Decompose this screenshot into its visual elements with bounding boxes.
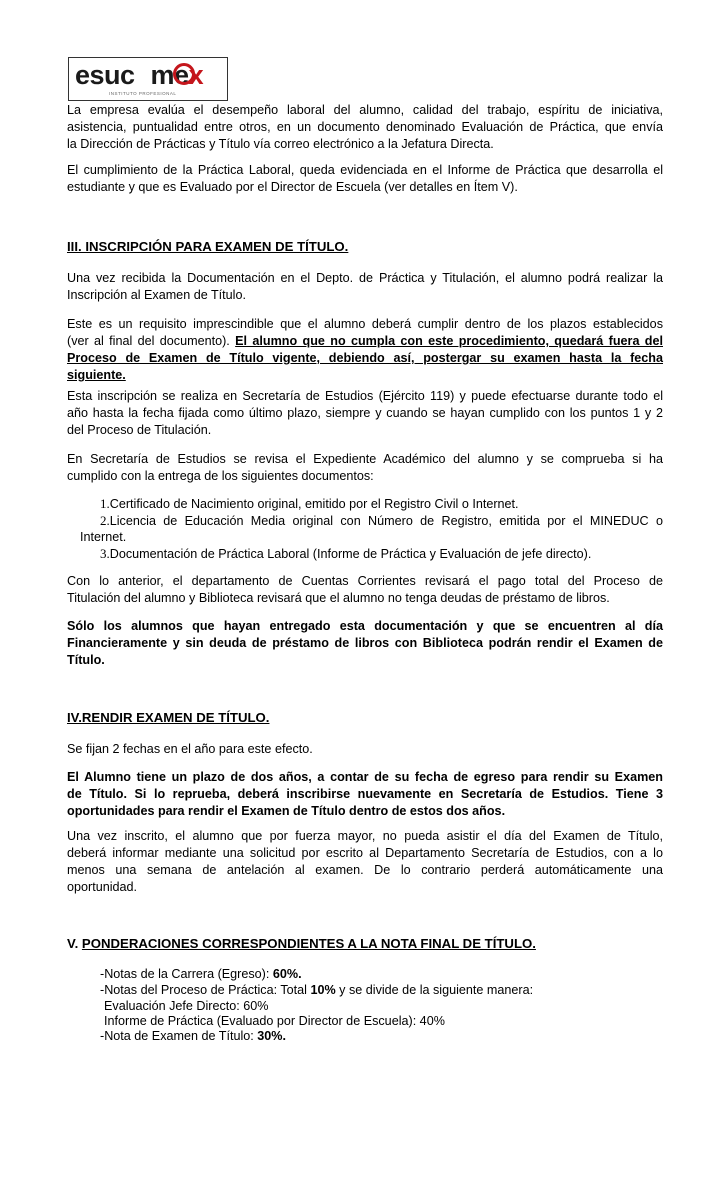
section-4-paragraph-3: Una vez inscrito, el alumno que por fuerza mayor, no pueda asistir el día del Examen de Título, deberá informar mediante una solicitud por escrito al Departamento Secretaría de Estudios, con a lo menos una semana de antelación al examen. De lo contrario perderá automáticamente una oportunidad. (67, 829, 663, 894)
list-item-2-continuation: Internet. (80, 530, 127, 544)
logo-wordmark: esuc mex (75, 60, 204, 90)
section-5-heading: V. PONDERACIONES CORRESPONDIENTES A LA NOTA FINAL DE TÍTULO. (67, 936, 536, 951)
weight-career-grades: -Notas de la Carrera (Egreso): 60%. (100, 967, 302, 981)
list-item-3: 3.Documentación de Práctica Laboral (Informe de Práctica y Evaluación de jefe directo). (100, 546, 592, 561)
section-3-paragraph-3: Esta inscripción se realiza en Secretaría de Estudios (Ejército 119) y puede efectuarse durante todo el año hasta la fecha fijada como último plazo, siempre y cuando se hayan cumplido con los puntos 1 y 2 del Proceso de Titulación. (67, 389, 663, 437)
list-item-1: 1.Certificado de Nacimiento original, emitido por el Registro Civil o Internet. (100, 496, 519, 511)
intro-paragraph-2: El cumplimiento de la Práctica Laboral, queda evidenciada en el Informe de Práctica que desarrolla el estudiante y que es Evaluado por el Director de Escuela (ver detalles en Ítem V). (67, 163, 663, 194)
section-3-heading: III. INSCRIPCIÓN PARA EXAMEN DE TÍTULO. (67, 239, 349, 254)
list-item-2: 2.Licencia de Educación Media original con Número de Registro, emitida por el MINEDUC o (100, 513, 663, 528)
weight-title-exam: -Nota de Examen de Título: 30%. (100, 1029, 286, 1043)
intro-paragraph-1: La empresa evalúa el desempeño laboral del alumno, calidad del trabajo, espíritu de iniciativa, asistencia, puntualidad entre otros, en un documento denominado Evaluación de Práctica, que envía la Dirección de Prácticas y Título vía correo electrónico a la Jefatura Directa. (67, 103, 663, 151)
weight-practice-grades: -Notas del Proceso de Práctica: Total 10% y se divide de la siguiente manera: (100, 983, 534, 997)
section-3-paragraph-1: Una vez recibida la Documentación en el Depto. de Práctica y Titulación, el alumno podrá realizar la Inscripción al Examen de Título. (67, 271, 663, 302)
weight-supervisor-evaluation: Evaluación Jefe Directo: 60% (104, 999, 269, 1013)
logo-ring-icon (173, 63, 195, 85)
section-4-paragraph-1: Se fijan 2 fechas en el año para este efecto. (67, 742, 313, 756)
esucomex-logo (68, 57, 228, 101)
section-3-paragraph-6: Sólo los alumnos que hayan entregado esta documentación y que se encuentren al día Financieramente y sin deuda de préstamo de libros con Biblioteca podrán rendir el Examen de Título. (67, 619, 663, 667)
logo-subtitle: INSTITUTO PROFESIONAL (109, 91, 177, 96)
section-3-paragraph-4: En Secretaría de Estudios se revisa el Expediente Académico del alumno y se comprueba si ha cumplido con la entrega de los siguientes documentos: (67, 452, 663, 483)
section-3-paragraph-2: Este es un requisito imprescindible que el alumno deberá cumplir dentro de los plazos establecidos (ver al final del documento). El alumno que no cumpla con este procedimiento, quedará fuera del Proceso de Examen de Título vigente, debiendo así, postergar su examen hasta la fecha siguiente. (67, 317, 663, 382)
section-3-paragraph-5: Con lo anterior, el departamento de Cuentas Corrientes revisará el pago total del Proceso de Titulación del alumno y Biblioteca revisará que el alumno no tenga deudas de préstamo de libros. (67, 574, 663, 605)
weight-practice-report: Informe de Práctica (Evaluado por Director de Escuela): 40% (104, 1014, 445, 1028)
section-4-paragraph-2: El Alumno tiene un plazo de dos años, a contar de su fecha de egreso para rendir su Examen de Título. Si lo reprueba, deberá inscribirse nuevamente en Secretaría de Estudios. Tiene 3 oportunidades para rendir el Examen de Título dentro de estos dos años. (67, 770, 663, 818)
section-4-heading: IV.RENDIR EXAMEN DE TÍTULO. (67, 710, 270, 725)
